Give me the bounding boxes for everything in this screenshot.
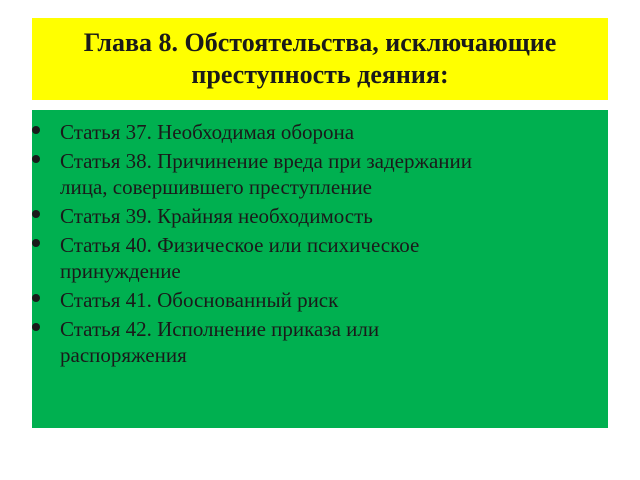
bullet-icon <box>32 126 40 134</box>
list-item-text: Статья 37. Необходимая оборона <box>60 120 355 144</box>
list-item-text-continuation: распоряжения <box>60 343 187 367</box>
bullet-icon <box>32 294 40 302</box>
bullet-icon <box>32 155 40 163</box>
article-list <box>32 119 594 368</box>
article-list-box <box>32 110 608 428</box>
list-item-article-39 <box>32 203 594 229</box>
list-item-text: Статья 40. Физическое или психическое <box>60 233 420 257</box>
list-item-article-40 <box>32 232 594 284</box>
list-item-article-42 <box>32 316 594 368</box>
list-item-article-41 <box>32 287 594 313</box>
list-item-text-continuation: лица, совершившего преступление <box>60 175 373 199</box>
list-item-text: Статья 39. Крайняя необходимость <box>60 204 373 228</box>
slide-title-line-1: Глава 8. Обстоятельства, исключающие <box>83 28 557 57</box>
bullet-icon <box>32 210 40 218</box>
bullet-icon <box>32 323 40 331</box>
list-item-article-38 <box>32 148 594 200</box>
list-item-text: Статья 41. Обоснованный риск <box>60 288 339 312</box>
list-item-text-continuation: принуждение <box>60 259 181 283</box>
bullet-icon <box>32 239 40 247</box>
slide-title-box <box>32 18 608 100</box>
list-item-text: Статья 42. Исполнение приказа или <box>60 317 380 341</box>
slide-title-line-2: преступность деяния: <box>191 60 449 89</box>
list-item-text: Статья 38. Причинение вреда при задержании <box>60 149 473 173</box>
list-item-article-37 <box>32 119 594 145</box>
